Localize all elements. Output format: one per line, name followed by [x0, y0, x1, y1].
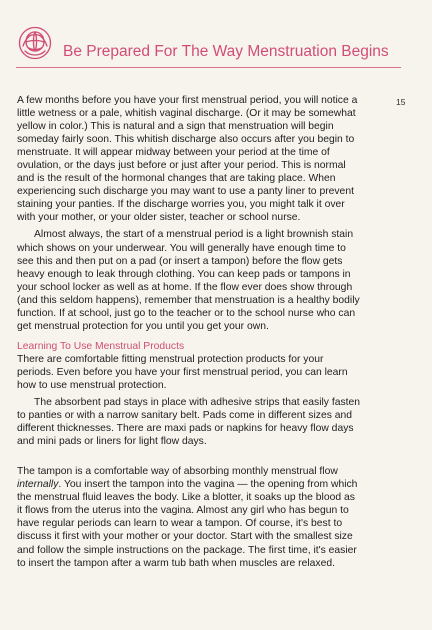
paragraph-2: Almost always, the start of a menstrual period is a light brownish stain which shows on your underwear. You will generally have enough time to see this and then put on a pad (or insert a tampon) before the flow gets heavy enough to leak through clothing. You can keep pads or tampons in your school locker as well as at home. If the flow ever does show through (and this seldom happens), remember that menstruation is a healthy bodily function. If at school, just go to the teacher or to the school nurse who can get menstrual protection for you until you get your own. — [17, 229, 360, 332]
paragraph-3: There are comfortable fitting menstrual protection products for your periods. Even before you have your first menstrual period, you can learn how to use menstrual protection. — [17, 353, 348, 391]
page-header — [16, 24, 389, 66]
paragraph-4: The absorbent pad stays in place with adhesive strips that easily fasten to panties or with a narrow sanitary belt. Pads come in different sizes and different thicknesses. There are maxi pads or napkins for heavy flow days and mini pads or liners for light flow days. — [17, 396, 361, 448]
rose-flower-outline-icon — [16, 24, 54, 62]
paragraph-5-rest: . You insert the tampon into the vagina — the opening from which the menstrual fluid leaves the body. Like a blotter, it soaks up the blood as it flows from the uterus into the vagina. Almost any girl who has begun to have regular periods can learn to wear a tampon. Of course, it's best to discuss it first with your mother or your doctor. Start with the smallest size and follow the simple instructions on the package. The first time, it's easier to insert the tampon after a warm tub bath when muscles are relaxed. — [17, 479, 358, 569]
paragraph-1: A few months before you have your first menstrual period, you will notice a little wetness or a pale, whitish vaginal discharge. (Or it may be somewhat yellow in color.) This is natural and a sign that menstruation will begin someday fairly soon. This whitish discharge also occurs after you begin to menstruate. It will appear midway between your period at the time of ovulation, or the days just before or just after your period. This is normal and is the result of the hormonal changes that are taking place. When experiencing such discharge you may want to use a panty liner to prevent staining your panties. If the discharge worries you, you might talk it over with your mother, or your older sister, teacher or school nurse. — [17, 95, 358, 224]
header-divider — [16, 67, 401, 68]
page-title: Be Prepared For The Way Menstruation Begins — [63, 43, 389, 60]
paragraph-5-start: The tampon is a comfortable way of absorbing monthly menstrual flow — [17, 466, 338, 478]
article-body — [17, 94, 392, 574]
italic-internally-text: internally — [17, 479, 59, 491]
page-number: 15 — [396, 97, 406, 107]
paragraph-5 — [17, 452, 392, 569]
section-heading: Learning To Use Menstrual Products — [17, 340, 185, 352]
